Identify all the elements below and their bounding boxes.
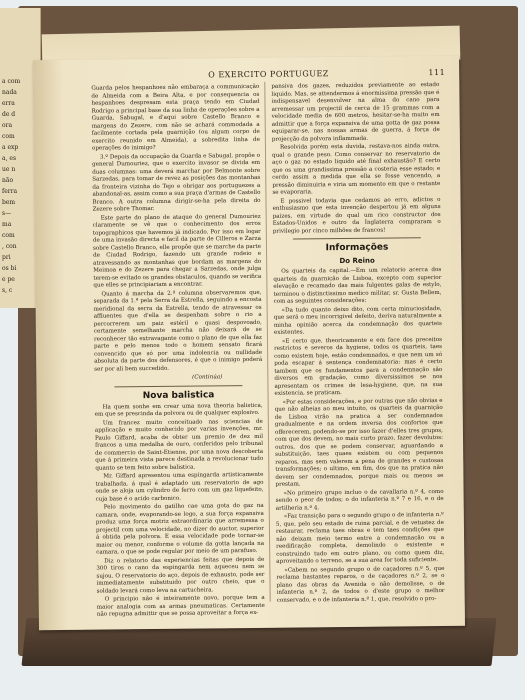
left-column [91,84,265,620]
paragraph: «No primeiro grupo incluo o de cavallaria n.º 4, como sendo o peor de todos; o do infanteria n.º 7 e 16, e o de artilheria n.º 4. [275,488,444,512]
paragraph: E possivel todavia que cedamos ao erro, adictos o enthusiasmo que esta invenção despertou já em alguns paizes, em virtude do qual um rico constructor dos Estados-Unidos e outro da Inglaterra compraram o privilegio por cinco milhões de francos! [272,196,441,235]
subsection-title: Do Reino [339,256,375,266]
prev-page-text-fragment: de d [2,111,16,118]
paragraph: 3.º Depois da occupação da Guarda e Sabugal, propõe o general Dumouriez, que o exercito invasor se divida em duas columnas: uma deverá marchar por Belmonte sobre Sarzedas, para tomar de revez as posições das montanhas da fronteira vizinha do Tejo e obrigar aos portuguezes a abandonal-as, assim como a sua praça d'armas de Castello Branco. A outra columna dirigir-se-ha pela direita do Zezere sobre Thomar. [92,152,261,213]
column-divider [264,82,270,602]
paragraph: «Cabem no segundo grupo o de caçadores n.º 5, que reclama bastantes reparos, o de caçadores n.º 2, se o plano das obras da Avenida o não demolisse, o de infanteria n.º 2, de todos o d'este grupo o melhor conservado, e o de infanteria n.º 1, que, resolvido o pro- [276,565,445,604]
prev-page-text-fragment: com [2,232,15,239]
section-title: Nova balistica [142,389,215,401]
prev-page-text-fragment: a exp [2,144,19,151]
prev-page-text-fragment: os bi [2,265,17,272]
paragraph: Resolvida porém esta duvida, restava-nos ainda outra, qual o grande peso. Como conservar no reservatorio de aço o gaz no estado liquido até final exhaustão? E certo que os uma grandissima pressão a costeria esse estado; e cerdo assim a medida que ella se fosse vencendo, a pressão diminuiria e viria um momento em que o restante se evaporaria. [272,142,441,196]
paragraph: «Da tudo quanto deixo dito, com certa minuciosidade, que será o meu incorrigivel defeito, deriva naturalmente a minha opinião acerca da condemnação dos quarteis existentes. [273,305,442,336]
prev-page-text-fragment: nada [2,89,17,96]
prev-page-text-fragment: erra [2,100,15,107]
document-page [33,56,465,630]
continua-note: (Continúa) [192,374,223,381]
prev-page-text-fragment: ferra [2,188,18,195]
prev-page-text-fragment: a, es [2,155,17,162]
paragraph: Mr. Giffard apresentou uma espingarda artisticamente trabalhada, á qual é adaptado um reservatorio de ago onde se aloja um cylindro de ferro com um gaz liquefeito, cuja base é o acido carbonico. [95,471,264,503]
right-column [271,82,444,606]
prev-page-text-fragment: , con [2,243,17,250]
header-title: O EXERCITO PORTUGUEZ [208,69,329,80]
paragraph: Um francez muito conceituado nas sciencias de applicação e muito conhecido por varias invenções, mr. Paulo Giffard, acaba de obter um premio de dez mil francos a uma medalha de ouro, conferidos pelo tribunal de commercio de Saint-Etienne, por uma nova descoberta que á primeira vista parece destinada a revolucionar tudo quanto se tem feito sobre balistica. [94,418,264,472]
section-title: Informações [325,242,389,254]
prev-page-text-fragment: com [2,133,15,140]
paragraph: Diz o relatorio das experiencias feitas que depois de 300 tiros o cano da espingarda nem aqueceu nem se sujou. O reservatorio do aço, depois de exhausto, pode ser immediatamente substituido por outro cheio, que o soldado levará como leva na cartucheira. [96,556,265,595]
prev-page-text-fragment: ue n [2,166,16,173]
paragraph: «Faz transição para o segundo grupo o de infanteria n.º 5, que, pelo seu estado de ruina parcial, e de vetustez de restaurar, reclama taes obras e tem taes condições que não deixam meio termo entre a condemnação ou a reedificação completa, demolindo o existente e construindo tudo em outro plano, ou como quem diz, aproveitando o terreno, se a sua area for toda suficiente. [275,511,445,565]
prev-page-text-fragment: ora [2,122,13,129]
paragraph: Este parte do plano de ataque do general Dumouriez claramente se vê que o conhecimento dos erros topographicos que havemos já indicado. Por isso em logar de uma invasão directa e facil da parte de Cilleros e Zarza sobre Castello Branco, elle propõe que se marche da parte de Ciudad Rodrigo, fazendo um grande rodeio e atravessando as montanhas que bordam as margens do Meimoa e do Zezere para chegar a Sarzedas, onde julga terem-se evitado os grandes obstaculos, quando se verifica que elles se principiariam a encontrar. [92,213,262,289]
paragraph: Ha quem sonhe em crear uma nova theoria balistica, em que se prescinda da polvora ou de qualquer explosivo. [94,402,263,418]
paragraph: Guarda pelos hespanhoes não embaraça a communicação de Almeida com a Beira Alta, e por consequencia os hespanhoes despresam esta praça tendo em Ciudad Rodrigo a principal base da sua linha de operações sobre a Guarda, Sabugal, e d'aqui sobre Castello Branco e margens do Zezere, com não se achará commodada a facilmente cortada pela guarnição (ou algum corpo de exercito reunido em Almeida), a sobredita linha de operações do inimigo? [91,83,260,152]
prev-page-text-fragment: s, c [2,287,13,294]
prev-page-text-fragment: pri [2,254,11,261]
paragraph: pansiva dos gazes, reduzidos previamente ao estado liquido. Mas, se attendermos á enormissima pressão que é indispensavel desenvolver na alma do cano para arremessar um projectil de cerca de 15 grammas com a velocidade media de 600 metros, hesitar-se-ha muito em admittir que a força expansiva de uma gotta de gaz possa equiparar-se, nas nossas armas de guerra, á força de projecção da polvora inflammada. [271,81,440,143]
prev-page-text-fragment: ma [2,221,12,228]
page-number: 111 [428,67,446,78]
section-rule [293,237,421,239]
prev-page-text-fragment: não [2,177,14,184]
paragraph: O principio não é inteiramente novo, porque tem a maior analogia com as armas pneumaticas. Certamente não repugna admittir que se possa aproveitar a força ex- [96,594,265,618]
prev-page-text-fragment: bem [2,199,16,206]
paragraph: «E certo que, theoricamente e em face dos preceitos restrictos e severos da hygiene, todos os quarteis, taes como existem hoje, estão condemnados, e que nem um só poda escapar á sentença condemnatoria: mas é certo tambem que os fundamentos para a condemnação são diversos em gradação, como diversissimos se nos apresentam os crimes de lesa-hygiene, que, na sua existencia, se praticam. [274,336,443,397]
section-rule [114,385,242,387]
paragraph: Quanto á marcha da 2.ª columna observaremos que, separada da 1.ª pela Serra da Estrella, seguindo a encosta meridional da serra da Estrella, tendo de atravessar os affluentes que d'ella se despenham sobre o rio a percorrerem um paiz estéril e quasi despovoado, certamente semelhante marcha não deixará de se reconhecer tão extravagante como o plano de que ella faz parte e pelo menos todo o homem sensato ficará convencido que só por uma indolencia ou nullidade absoluta da parte dos defensores, é que o inimigo poderá ser por ali bem succedido. [93,289,263,373]
paragraph: Os quarteis da capital.—Em um relatorio acerca dos quarteis da guarnição de Lisboa, excepto com superior elevação e recamado das mais fulgentes galas de estylo, terminou o distinctissimo medico militar, sr. Gusta Bellem, com as seguintes considerações: [273,266,442,305]
paragraph: «Por estas considerações, e por outras que não obvias e que não alheias ao meu intuito, os quarteis da guarnição de Lisboa virão na pratica a ser condemnados gradualmente e na ordem inversa dos confortos que offerecerem, podendo-se por isso fazer d'elles tres grupos, com que dos devem, no mais curto prazo, fazer devolutos: outros, dos que se podem conservar, aguardando a substituição, taes quaes existem ou com pequenos reparos, mas sem valerem a pena de grandes e custosas transformações; o ultimo, em fim, dos que na pratica não devem ser condemnados, porque mais ou menos se prestam. [274,397,444,488]
prev-page-text-fragment: e pe [2,276,15,283]
paragraph: Pelo movimento do gatilho cae uma gota do gaz na camara, onde, evaporando-se logo, a sua força expansiva produz uma força motriz extraordinaria que arremessa o projectil com uma velocidade, no dizer do auctor, superior á obtida pela polvora. E essa velocidade pode tornar-se maior ou menor, conforme o volume da gotta lançada na camara, o que se pode regular por meio de um parafuso. [95,502,265,556]
prev-page-text-fragment: a com [2,78,21,85]
page-header [93,68,453,84]
prev-page-text-fragment: s— [2,210,12,217]
